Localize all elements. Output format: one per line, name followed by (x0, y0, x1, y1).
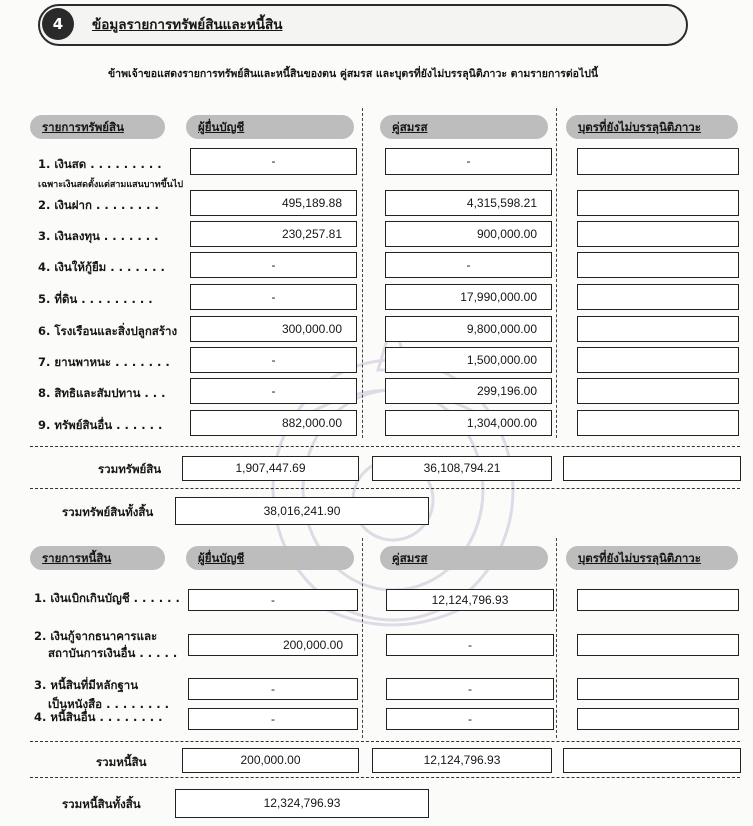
column-divider (556, 538, 557, 738)
liability-declarant-value: 200,000.00 (188, 634, 358, 656)
column-divider (362, 538, 363, 738)
assets-item-header: รายการทรัพย์สิน (30, 115, 165, 139)
asset-row-label: 8. สิทธิและสัมปทาน . . . (38, 386, 166, 400)
asset-children-value (577, 148, 739, 175)
asset-spouse-value: 4,315,598.21 (385, 190, 552, 216)
asset-spouse-value: 1,500,000.00 (385, 347, 552, 373)
asset-declarant-value: 230,257.81 (190, 221, 357, 247)
asset-children-value (577, 190, 739, 216)
cash-note: เฉพาะเงินสดตั้งแต่สามแสนบาทขึ้นไป (38, 180, 184, 190)
asset-spouse-value: 9,800,000.00 (385, 316, 552, 342)
liabilities-subtotal-children (563, 748, 741, 773)
asset-spouse-value: - (385, 252, 552, 278)
asset-row-label: 7. ยานพาหนะ . . . . . . . (38, 355, 170, 369)
section-intro: ข้าพเจ้าขอแสดงรายการทรัพย์สินและหนี้สินของตน คู่สมรส และบุตรที่ยังไม่บรรลุนิติภาวะ ตามรายการต่อไปนี้ (108, 68, 599, 80)
asset-children-value (577, 252, 739, 278)
liability-spouse-value: 12,124,796.93 (386, 589, 554, 611)
liability-row-label: 1. เงินเบิกเกินบัญชี . . . . . . (34, 591, 180, 605)
liability-row-label-line2: เป็นหนังสือ . . . . . . . . (48, 697, 170, 711)
asset-row-label: 3. เงินลงทุน . . . . . . . (38, 229, 159, 243)
section-number: 4 (42, 8, 74, 40)
assets-grand-total: 38,016,241.90 (175, 497, 429, 525)
assets-spouse-header: คู่สมรส (380, 115, 548, 139)
liability-row-label: 3. หนี้สินที่มีหลักฐาน (34, 678, 139, 692)
asset-spouse-value: - (385, 148, 552, 175)
liability-children-value (577, 678, 739, 700)
asset-children-value (577, 347, 739, 373)
liability-declarant-value: - (188, 589, 358, 611)
section-title: ข้อมูลรายการทรัพย์สินและหนี้สิน (92, 17, 283, 33)
liabilities-grand-total: 12,324,796.93 (175, 789, 429, 818)
liabilities-children-header: บุตรที่ยังไม่บรรลุนิติภาวะ (566, 546, 738, 570)
liability-row-label-line2: สถาบันการเงินอื่น . . . . . (48, 646, 178, 660)
asset-spouse-value: 1,304,000.00 (385, 410, 552, 436)
assets-children-header: บุตรที่ยังไม่บรรลุนิติภาวะ (566, 115, 738, 139)
liabilities-subtotal-spouse: 12,124,796.93 (372, 748, 552, 773)
liability-children-value (577, 634, 739, 656)
liabilities-subtotal-label: รวมหนี้สิน (96, 755, 147, 769)
asset-row-label: 2. เงินฝาก . . . . . . . . (38, 198, 159, 212)
assets-declarant-header: ผู้ยื่นบัญชี (186, 115, 354, 139)
liability-declarant-value: - (188, 678, 358, 700)
asset-children-value (577, 284, 739, 310)
liability-declarant-value: - (188, 708, 358, 730)
asset-spouse-value: 299,196.00 (385, 378, 552, 404)
assets-subtotal-children (563, 456, 741, 481)
liability-spouse-value: - (386, 678, 554, 700)
liability-row-label: 2. เงินกู้จากธนาคารและ (34, 629, 158, 643)
asset-children-value (577, 410, 739, 436)
liabilities-subtotal-declarant: 200,000.00 (182, 748, 359, 773)
divider (30, 777, 740, 778)
asset-declarant-value: 495,189.88 (190, 190, 357, 216)
liability-spouse-value: - (386, 634, 554, 656)
assets-subtotal-declarant: 1,907,447.69 (182, 456, 359, 481)
asset-row-label: 9. ทรัพย์สินอื่น . . . . . . (38, 418, 163, 432)
assets-subtotal-spouse: 36,108,794.21 (372, 456, 552, 481)
assets-subtotal-label: รวมทรัพย์สิน (98, 462, 162, 476)
divider (30, 446, 740, 447)
liabilities-item-header: รายการหนี้สิน (30, 546, 165, 570)
asset-declarant-value: - (190, 148, 357, 175)
liability-children-value (577, 708, 739, 730)
liability-row-label: 4. หนี้สินอื่น . . . . . . . . (34, 710, 163, 724)
column-divider (556, 108, 557, 438)
divider (30, 488, 740, 489)
asset-spouse-value: 900,000.00 (385, 221, 552, 247)
asset-row-label: 4. เงินให้กู้ยืม . . . . . . . (38, 260, 165, 274)
divider (30, 741, 740, 742)
asset-declarant-value: - (190, 252, 357, 278)
asset-declarant-value: 300,000.00 (190, 316, 357, 342)
asset-row-label: 5. ที่ดิน . . . . . . . . . (38, 292, 153, 306)
asset-row-label: 1. เงินสด . . . . . . . . . (38, 157, 162, 171)
asset-declarant-value: - (190, 284, 357, 310)
column-divider (362, 108, 363, 438)
asset-children-value (577, 221, 739, 247)
asset-declarant-value: - (190, 378, 357, 404)
assets-grand-total-label: รวมทรัพย์สินทั้งสิ้น (62, 505, 154, 519)
liability-spouse-value: - (386, 708, 554, 730)
liability-children-value (577, 589, 739, 611)
asset-declarant-value: - (190, 347, 357, 373)
asset-children-value (577, 316, 739, 342)
asset-spouse-value: 17,990,000.00 (385, 284, 552, 310)
liabilities-declarant-header: ผู้ยื่นบัญชี (186, 546, 354, 570)
asset-children-value (577, 378, 739, 404)
liabilities-spouse-header: คู่สมรส (380, 546, 548, 570)
asset-declarant-value: 882,000.00 (190, 410, 357, 436)
liabilities-grand-total-label: รวมหนี้สินทั้งสิ้น (62, 797, 141, 811)
asset-row-label: 6. โรงเรือนและสิ่งปลูกสร้าง (38, 324, 178, 338)
